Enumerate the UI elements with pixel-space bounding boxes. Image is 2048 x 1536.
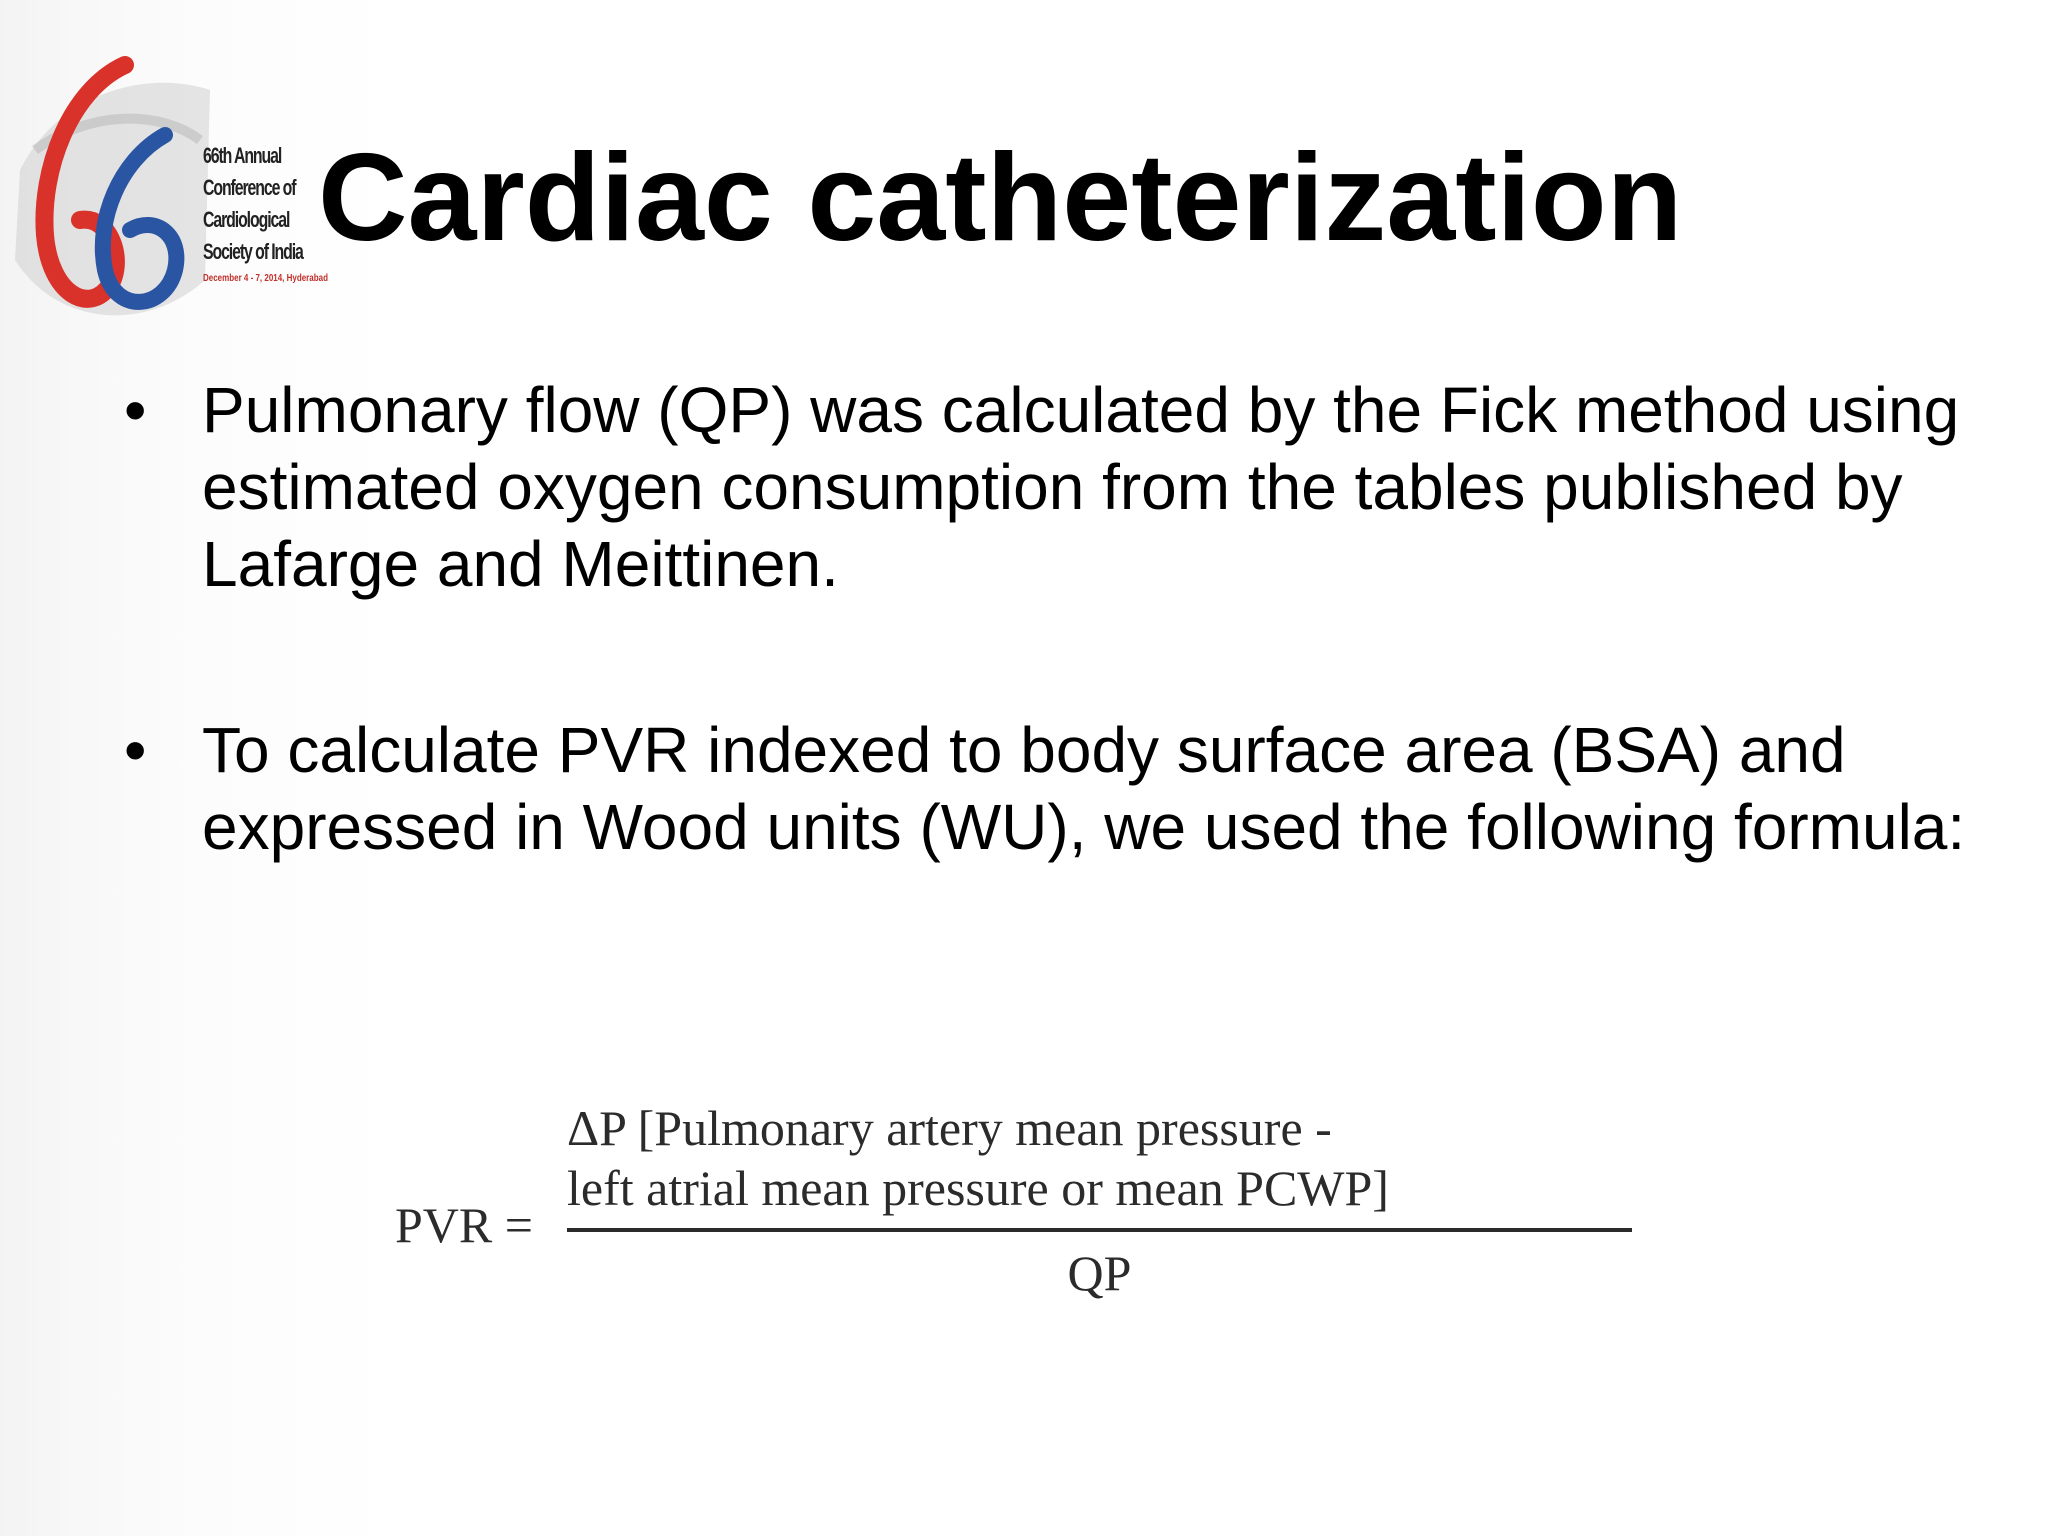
bullet-marker: • (124, 714, 147, 786)
bullet-text: To calculate PVR indexed to body surface area (BSA) and expressed in Wood units (WU), we used the following formula: (202, 714, 1966, 863)
conference-logo (0, 30, 330, 350)
bullet-text: Pulmonary flow (QP) was calculated by the Fick method using estimated oxygen consumption from the tables published by Lafarge and Meittinen. (202, 374, 1960, 600)
pvr-formula (395, 1098, 1645, 1318)
logo-line: Cardiological (203, 207, 290, 232)
bullet-marker: • (124, 374, 147, 446)
logo-line: Conference of (203, 175, 296, 200)
numerator-line-2: left atrial mean pressure or mean PCWP] (567, 1160, 1389, 1216)
logo-line: 66th Annual (203, 143, 282, 168)
logo-line: Society of India (203, 239, 303, 264)
numerator-line-1: ΔP [Pulmonary artery mean pressure - (567, 1100, 1332, 1156)
formula-denominator: QP (1067, 1245, 1132, 1301)
logo-text-block (203, 140, 333, 284)
bullet-item-pvr-formula (120, 712, 2000, 866)
logo-date: December 4 - 7, 2014, Hyderabad (203, 273, 328, 284)
bullet-list (120, 372, 2000, 866)
fraction-bar (567, 1228, 1632, 1232)
formula-lhs: PVR = (395, 1197, 533, 1253)
bullet-item-fick-method (120, 372, 2000, 603)
slide-title: Cardiac catheterization (318, 129, 1683, 267)
formula-numerator (567, 1098, 1389, 1218)
